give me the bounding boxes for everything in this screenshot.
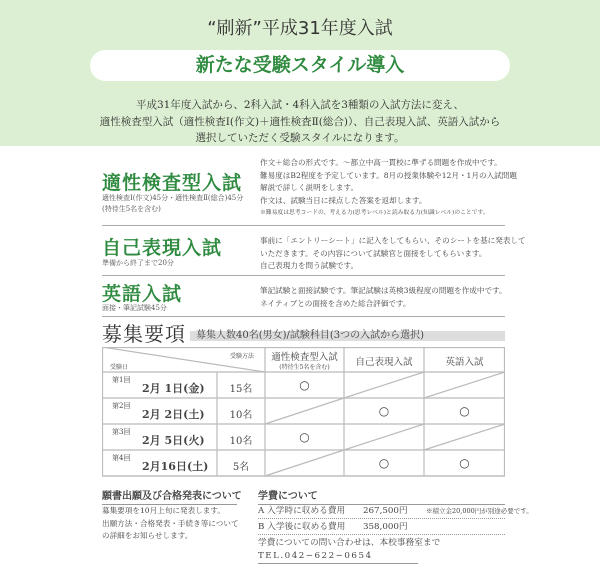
recruit-title: 募集要項 <box>102 322 186 346</box>
column-header: 自己表現入試 <box>355 357 413 368</box>
body-line: 作文＋総合の形式です。～都立中高一貫校に準ずる問題を作成中です。 <box>260 158 502 167</box>
section-title: 英語入試 <box>102 283 183 305</box>
contact-tel: TEL.042−622−0654 <box>258 551 373 561</box>
corner-label-bottom: 受験日 <box>110 364 129 371</box>
application-title: 願書出願及び合格発表について <box>102 487 237 505</box>
body-line: 募集要項を10月上旬に発表します。 <box>102 506 225 515</box>
body-line: ネイティブとの面接を含めた総合評価です。 <box>260 298 411 308</box>
intro-line: 平成31年度入試から、2科入試・4科入試を3種類の入試方法に変え、 <box>135 99 465 111</box>
contact-text: 学費についての問い合わせは、本校事務室まで <box>258 538 441 548</box>
kicker-title: “刷新”平成31年度入試 <box>207 18 393 39</box>
empty-cell-slash <box>424 372 505 398</box>
section-sub: 面接・筆記試験45分 <box>102 304 167 312</box>
row-count: 5名 <box>232 462 250 473</box>
row-date: 2月16日(土) <box>142 460 209 473</box>
empty-cell-slash <box>265 450 344 476</box>
recruit-subtitle: 募集人数40名(男女)/試験科目(3つの入試から選択) <box>196 330 425 341</box>
body-line: の詳細をお知らせします。 <box>102 531 193 540</box>
intro-text <box>0 97 600 147</box>
sub-line: 適性検査Ⅰ(作文)45分・適性検査Ⅱ(総合)45分 <box>102 194 244 202</box>
body-line: 難易度はB2程度を予定しています。8月の授業体験や12月・1月の入試問題 <box>260 170 517 180</box>
fee-label: B 入学後に収める費用 <box>258 522 346 532</box>
fee-row <box>258 504 533 519</box>
available-mark: ○ <box>299 378 310 392</box>
column-header: 適性検査型入試 <box>271 352 338 363</box>
fees-contact <box>258 537 441 564</box>
row-round: 第1回 <box>112 376 131 384</box>
intro-line: 適性検査型入試（適性検査Ⅰ(作文)＋適性検査Ⅱ(総合)）、自己表現入試、英語入試から <box>99 115 501 128</box>
fee-label: A 入学時に収める費用 <box>258 506 346 516</box>
section-body <box>260 285 510 310</box>
body-line: 自己表現力を問う試験です。 <box>260 261 359 270</box>
body-line: 作文は、試験当日に採点した答案を返却します。 <box>260 195 427 205</box>
row-date: 2月 2日(土) <box>142 408 205 421</box>
sub-line: (特待生5名を含む) <box>102 205 161 213</box>
row-date: 2月 1日(金) <box>142 382 205 395</box>
row-round: 第2回 <box>112 402 131 410</box>
fee-amount: 267,500円 <box>363 506 408 516</box>
empty-cell-slash <box>265 398 344 424</box>
available-mark: ○ <box>378 404 390 418</box>
section-body <box>260 235 526 273</box>
body-line: 出願方法・合格発表・手続き等について <box>102 518 239 528</box>
fee-row <box>258 520 505 535</box>
body-line: 解説で詳しく説明をします。 <box>260 183 359 192</box>
section-sub: 準備から終了まで20分 <box>102 259 174 267</box>
schedule-table <box>102 347 505 475</box>
row-round: 第4回 <box>112 454 131 462</box>
divider <box>102 316 505 317</box>
section-body <box>260 157 517 220</box>
empty-cell-slash <box>344 424 424 450</box>
divider <box>102 275 505 276</box>
empty-cell-slash <box>344 372 424 398</box>
row-round: 第3回 <box>112 428 131 436</box>
divider <box>102 225 505 226</box>
body-line: 事前に「エントリーシート」に記入をしてもらい、そのシートを基に発表して <box>260 236 526 245</box>
intro-line: 選択していただく受験スタイルになります。 <box>195 132 405 144</box>
available-mark: ○ <box>459 404 470 418</box>
available-mark: ○ <box>459 456 470 470</box>
available-mark: ○ <box>378 456 390 470</box>
section-title: 自己表現入試 <box>102 237 223 259</box>
row-count: 10名 <box>229 410 253 421</box>
body-line: いただきます。その内容について試験官と面接をしてもらいます。 <box>260 248 487 258</box>
note: ※難易度は思考コードの、考える力(思考レベル)と読み取る力(知識レベル)のことです。 <box>260 210 489 216</box>
fee-amount: 358,000円 <box>363 522 408 532</box>
empty-cell-slash <box>424 424 505 450</box>
row-count: 10名 <box>229 436 253 447</box>
corner-label-top: 受験方法 <box>230 353 255 360</box>
application-body <box>102 505 247 543</box>
row-count: 15名 <box>229 384 253 395</box>
section-title: 適性検査型入試 <box>102 172 243 194</box>
row-date: 2月 5日(火) <box>142 434 205 447</box>
fee-note: ※積立金20,000円が別途必要です。 <box>426 507 533 515</box>
main-title: 新たな受験スタイル導入 <box>90 50 510 81</box>
column-header-sub: (特待生5名を含む) <box>279 364 330 371</box>
body-line: 筆記試験と面接試験です。筆記試験は英検3級程度の問題を作成中です。 <box>260 286 507 295</box>
column-header: 英語入試 <box>445 357 484 368</box>
available-mark: ○ <box>299 430 310 444</box>
section-sub <box>102 193 252 215</box>
fees-title: 学費について <box>258 487 505 505</box>
